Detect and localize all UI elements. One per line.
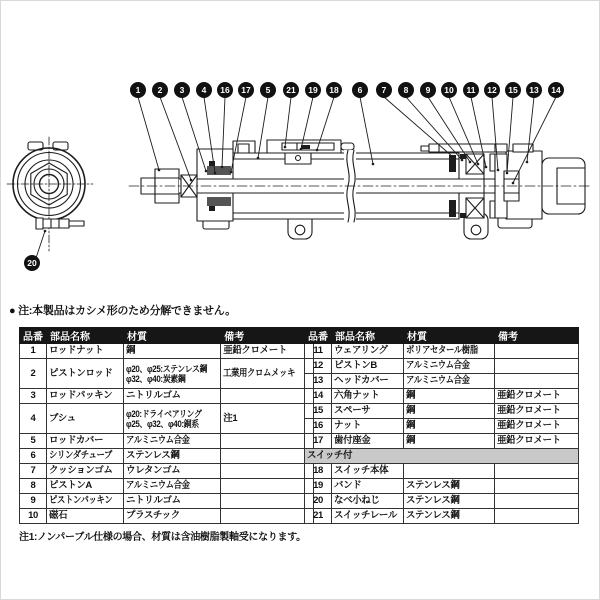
callout-number: 6 — [357, 85, 363, 95]
cell-material: アルミニウム合金 — [404, 359, 495, 374]
cell-no: 9 — [20, 494, 47, 509]
cell-name: バンド — [332, 479, 404, 494]
cell-remark: 亜鉛クロメート — [495, 404, 579, 419]
cell-material — [404, 464, 495, 479]
cell-name: ナット — [332, 419, 404, 434]
table-row — [20, 359, 314, 389]
cell-material: アルミニウム合金 — [124, 479, 221, 494]
cell-material: 鋼 — [124, 344, 221, 359]
cell-no: 13 — [305, 374, 332, 389]
callout-number: 21 — [286, 85, 296, 95]
cell-name: 歯付座金 — [332, 434, 404, 449]
cell-remark: 亜鉛クロメート — [495, 434, 579, 449]
callout-number: 2 — [157, 85, 163, 95]
header-part-name: 部品名称 — [47, 328, 124, 344]
piston-packing — [466, 198, 484, 218]
port-boss — [285, 153, 311, 164]
table-row — [20, 404, 314, 434]
cell-name: シリンダチューブ — [47, 449, 124, 464]
cell-material: ステンレス鋼 — [404, 509, 495, 524]
cell-remark — [221, 509, 314, 524]
cell-name: ウェアリング — [332, 344, 404, 359]
cell-remark — [221, 494, 314, 509]
cell-no: 5 — [20, 434, 47, 449]
cell-material: ステンレス鋼 — [404, 479, 495, 494]
head-rail-plate — [421, 144, 507, 152]
callout-number: 3 — [179, 85, 185, 95]
callout-number: 1 — [135, 85, 141, 95]
cell-material: 鋼 — [404, 389, 495, 404]
table-row — [20, 509, 314, 524]
cell-material: φ20:ドライベアリング φ25、φ32、φ40:銅系 — [124, 404, 221, 434]
callout-number: 9 — [425, 85, 431, 95]
callout-number: 16 — [220, 85, 230, 95]
rod-packing — [207, 166, 231, 175]
footnote-note: 注1:ノンパーブル仕様の場合、材質は含油樹脂製軸受になります。 — [19, 532, 306, 543]
cell-name: スイッチレール — [332, 509, 404, 524]
table-row — [305, 359, 579, 374]
cell-material: ステンレス鋼 — [124, 449, 221, 464]
cell-remark — [495, 509, 579, 524]
cell-remark — [495, 344, 579, 359]
cell-no: 4 — [20, 404, 47, 434]
wear-ring — [490, 154, 495, 171]
cell-material: プラスチック — [124, 509, 221, 524]
switch-band-clamp — [36, 218, 84, 229]
cell-material: 鋼 — [404, 419, 495, 434]
table-header-row — [305, 328, 579, 344]
callout-21 — [283, 82, 299, 148]
cell-remark — [221, 479, 314, 494]
cushion-rubber — [460, 213, 466, 218]
callout-number: 19 — [308, 85, 318, 95]
cell-remark: 注1 — [221, 404, 314, 434]
cell-remark: 亜鉛クロメート — [495, 389, 579, 404]
cylinder-technical-drawing — [1, 1, 600, 313]
callout-number: 13 — [529, 85, 539, 95]
cell-material: ステンレス鋼 — [404, 494, 495, 509]
side-view-drawing — [129, 140, 591, 239]
callout-number: 15 — [508, 85, 518, 95]
header-material: 材質 — [124, 328, 221, 344]
cell-remark — [495, 494, 579, 509]
cell-material: ニトリルゴム — [124, 494, 221, 509]
callout-number: 20 — [27, 258, 37, 268]
callout-number: 11 — [466, 85, 476, 95]
cell-no: 21 — [305, 509, 332, 524]
cell-no: 16 — [305, 419, 332, 434]
section-label: スイッチ付 — [305, 449, 579, 464]
wear-ring — [490, 201, 495, 218]
table-row — [305, 494, 579, 509]
cell-material: ニトリルゴム — [124, 389, 221, 404]
cell-no: 6 — [20, 449, 47, 464]
table-row — [305, 404, 579, 419]
cell-remark: 亜鉛クロメート — [221, 344, 314, 359]
switch-body — [301, 145, 310, 149]
cell-name: 六角ナット — [332, 389, 404, 404]
table-row — [305, 479, 579, 494]
cell-material: ウレタンゴム — [124, 464, 221, 479]
cell-no: 19 — [305, 479, 332, 494]
cell-material: 鋼 — [404, 434, 495, 449]
cell-no: 14 — [305, 389, 332, 404]
header-remark: 備考 — [495, 328, 579, 344]
header-remark: 備考 — [221, 328, 314, 344]
table-row — [305, 374, 579, 389]
callout-20 — [24, 230, 46, 271]
callout-number: 12 — [487, 85, 497, 95]
callout-number: 8 — [403, 85, 409, 95]
header-part-no: 品番 — [20, 328, 47, 344]
assembly-note: ● 注:本製品はカシメ形のため分解できません。 — [9, 305, 236, 317]
cell-name: ブシュ — [47, 404, 124, 434]
cell-no: 17 — [305, 434, 332, 449]
cell-remark — [495, 464, 579, 479]
cell-remark — [495, 359, 579, 374]
cell-name: ロッドナット — [47, 344, 124, 359]
callout-number: 7 — [381, 85, 387, 95]
cell-remark — [495, 374, 579, 389]
cell-material: 鋼 — [404, 404, 495, 419]
magnet — [449, 200, 456, 217]
cell-material: φ20、φ25:ステンレス鋼 φ32、φ40:炭素鋼 — [124, 359, 221, 389]
table-row — [305, 434, 579, 449]
cell-name: ロッドパッキン — [47, 389, 124, 404]
cell-no: 11 — [305, 344, 332, 359]
cell-name: スイッチ本体 — [332, 464, 404, 479]
callout-number: 17 — [241, 85, 251, 95]
cell-remark — [221, 389, 314, 404]
callout-number: 14 — [551, 85, 561, 95]
table-row — [305, 509, 579, 524]
cell-no: 7 — [20, 464, 47, 479]
cell-material: アルミニウム合金 — [124, 434, 221, 449]
cell-remark — [221, 449, 314, 464]
cell-no: 2 — [20, 359, 47, 389]
table-row — [305, 344, 579, 359]
table-row — [20, 464, 314, 479]
cell-name: ピストンロッド — [47, 359, 124, 389]
callout-number: 5 — [265, 85, 271, 95]
cell-remark: 亜鉛クロメート — [495, 419, 579, 434]
cell-no: 3 — [20, 389, 47, 404]
end-view-drawing — [7, 137, 93, 251]
cell-remark — [495, 479, 579, 494]
table-row — [20, 344, 314, 359]
cell-name: 磁石 — [47, 509, 124, 524]
header-material: 材質 — [404, 328, 495, 344]
table-row — [305, 464, 579, 479]
parts-table-left — [19, 327, 314, 524]
cell-no: 10 — [20, 509, 47, 524]
header-part-name: 部品名称 — [332, 328, 404, 344]
cell-name: ピストンパッキン — [47, 494, 124, 509]
table-header-row — [20, 328, 314, 344]
cell-no: 20 — [305, 494, 332, 509]
table-row — [20, 449, 314, 464]
callout-number: 10 — [444, 85, 454, 95]
cell-remark — [221, 434, 314, 449]
table-row — [305, 389, 579, 404]
cell-no: 8 — [20, 479, 47, 494]
table-row — [20, 434, 314, 449]
rod-packing — [207, 197, 231, 206]
callout-number: 18 — [329, 85, 339, 95]
cell-remark — [221, 464, 314, 479]
cell-material: アルミニウム合金 — [404, 374, 495, 389]
cell-name: ピストンA — [47, 479, 124, 494]
cell-name: スペーサ — [332, 404, 404, 419]
cell-name: クッションゴム — [47, 464, 124, 479]
table-row — [305, 419, 579, 434]
table-section-row — [305, 449, 579, 464]
cell-name: ヘッドカバー — [332, 374, 404, 389]
parts-table-right — [304, 327, 579, 524]
table-row — [20, 389, 314, 404]
cell-name: ロッドカバー — [47, 434, 124, 449]
cell-no: 18 — [305, 464, 332, 479]
cell-no: 1 — [20, 344, 47, 359]
cell-name: なべ小ねじ — [332, 494, 404, 509]
table-row — [20, 494, 314, 509]
switch-rail — [267, 140, 354, 153]
cell-material: ポリアセタール樹脂 — [404, 344, 495, 359]
cell-name: ピストンB — [332, 359, 404, 374]
callout-number: 4 — [201, 85, 207, 95]
cell-remark: 工業用クロムメッキ — [221, 359, 314, 389]
cell-no: 12 — [305, 359, 332, 374]
header-part-no: 品番 — [305, 328, 332, 344]
cell-no: 15 — [305, 404, 332, 419]
table-row — [20, 479, 314, 494]
